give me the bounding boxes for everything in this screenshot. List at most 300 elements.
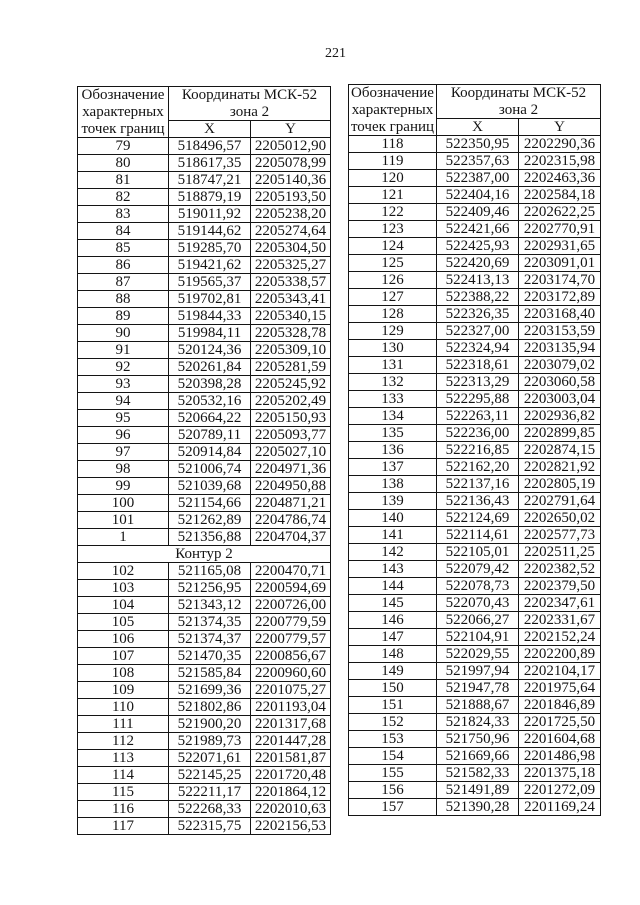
point-number-cell: 125 (349, 255, 437, 272)
y-coordinate-cell: 2201075,27 (251, 682, 331, 699)
table-row (78, 189, 331, 206)
point-number-cell: 102 (78, 563, 169, 580)
table-row (78, 240, 331, 257)
table-row (78, 818, 331, 835)
x-coordinate-cell: 522413,13 (437, 272, 519, 289)
point-designation-header (349, 85, 437, 136)
x-coordinate-cell: 522315,75 (169, 818, 251, 835)
point-number-cell: 152 (349, 714, 437, 731)
y-coordinate-cell: 2203168,40 (519, 306, 601, 323)
point-number-cell: 131 (349, 357, 437, 374)
x-coordinate-cell: 522211,17 (169, 784, 251, 801)
point-number-cell: 1 (78, 529, 169, 546)
table-row (78, 257, 331, 274)
point-number-cell: 110 (78, 699, 169, 716)
x-coordinate-cell: 520664,22 (169, 410, 251, 427)
table-row (78, 750, 331, 767)
x-coordinate-cell: 520398,28 (169, 376, 251, 393)
table-row (349, 476, 601, 493)
x-coordinate-cell: 522124,69 (437, 510, 519, 527)
y-coordinate-cell: 2205309,10 (251, 342, 331, 359)
point-number-cell: 100 (78, 495, 169, 512)
x-coordinate-cell: 521374,35 (169, 614, 251, 631)
point-number-cell: 109 (78, 682, 169, 699)
y-coordinate-cell: 2203174,70 (519, 272, 601, 289)
table-row (78, 291, 331, 308)
point-number-cell: 155 (349, 765, 437, 782)
x-coordinate-cell: 521356,88 (169, 529, 251, 546)
header-line: Обозначение (351, 85, 434, 101)
x-coordinate-cell: 518879,19 (169, 189, 251, 206)
y-coordinate-cell: 2205245,92 (251, 376, 331, 393)
y-coordinate-cell: 2200726,00 (251, 597, 331, 614)
point-number-cell: 94 (78, 393, 169, 410)
point-number-cell: 114 (78, 767, 169, 784)
table-row (349, 459, 601, 476)
header-line: Координаты МСК-52 (450, 85, 587, 101)
point-number-cell: 138 (349, 476, 437, 493)
point-number-cell: 105 (78, 614, 169, 631)
x-coordinate-cell: 522136,43 (437, 493, 519, 510)
point-number-cell: 154 (349, 748, 437, 765)
y-coordinate-cell: 2201317,68 (251, 716, 331, 733)
point-number-cell: 107 (78, 648, 169, 665)
table-row (349, 204, 601, 221)
y-coordinate-cell: 2202347,61 (519, 595, 601, 612)
point-number-cell: 85 (78, 240, 169, 257)
table-row (78, 801, 331, 818)
table-row (349, 221, 601, 238)
table-row (349, 323, 601, 340)
table-row (349, 510, 601, 527)
page-number: 221 (325, 46, 346, 61)
point-number-cell: 89 (78, 308, 169, 325)
point-number-cell: 116 (78, 801, 169, 818)
y-coordinate-cell: 2205093,77 (251, 427, 331, 444)
y-column-header: Y (251, 121, 331, 138)
y-coordinate-cell: 2201486,98 (519, 748, 601, 765)
y-coordinate-cell: 2205140,36 (251, 172, 331, 189)
point-number-cell: 124 (349, 238, 437, 255)
table-row (78, 274, 331, 291)
x-coordinate-cell: 519565,37 (169, 274, 251, 291)
x-coordinate-cell: 522357,63 (437, 153, 519, 170)
point-number-cell: 97 (78, 444, 169, 461)
table-row (78, 393, 331, 410)
x-coordinate-cell: 522078,73 (437, 578, 519, 595)
point-number-cell: 112 (78, 733, 169, 750)
x-coordinate-cell: 522420,69 (437, 255, 519, 272)
y-coordinate-cell: 2205338,57 (251, 274, 331, 291)
table-row (78, 580, 331, 597)
x-coordinate-cell: 522137,16 (437, 476, 519, 493)
y-coordinate-cell: 2202936,82 (519, 408, 601, 425)
y-coordinate-cell: 2202874,15 (519, 442, 601, 459)
coordinates-table-left (77, 86, 331, 835)
table-row (78, 563, 331, 580)
header-line: зона 2 (498, 102, 539, 118)
contour-row (78, 546, 331, 563)
point-number-cell: 92 (78, 359, 169, 376)
x-coordinate-cell: 522324,94 (437, 340, 519, 357)
x-coordinate-cell: 519844,33 (169, 308, 251, 325)
x-coordinate-cell: 522104,91 (437, 629, 519, 646)
y-coordinate-cell: 2205340,15 (251, 308, 331, 325)
y-coordinate-cell: 2204871,21 (251, 495, 331, 512)
point-number-cell: 98 (78, 461, 169, 478)
y-column-header: Y (519, 119, 601, 136)
x-coordinate-cell: 522421,66 (437, 221, 519, 238)
x-column-header: X (169, 121, 251, 138)
table-row (349, 153, 601, 170)
point-number-cell: 115 (78, 784, 169, 801)
table-row (349, 612, 601, 629)
table-row (349, 255, 601, 272)
point-designation-header (78, 87, 169, 138)
point-number-cell: 149 (349, 663, 437, 680)
axis-header-row (169, 121, 331, 138)
x-coordinate-cell: 521585,84 (169, 665, 251, 682)
x-coordinate-cell: 522162,20 (437, 459, 519, 476)
point-number-cell: 157 (349, 799, 437, 816)
y-coordinate-cell: 2202104,17 (519, 663, 601, 680)
point-number-cell: 146 (349, 612, 437, 629)
y-coordinate-cell: 2202650,02 (519, 510, 601, 527)
y-coordinate-cell: 2204704,37 (251, 529, 331, 546)
axis-header-row (437, 119, 601, 136)
table-row (78, 648, 331, 665)
table-body (78, 138, 331, 835)
x-coordinate-cell: 521582,33 (437, 765, 519, 782)
header-line: точек границ (81, 121, 165, 137)
table-row (78, 206, 331, 223)
x-coordinate-cell: 522295,88 (437, 391, 519, 408)
coordinate-system-header (169, 87, 331, 121)
x-coordinate-cell: 521824,33 (437, 714, 519, 731)
y-coordinate-cell: 2201193,04 (251, 699, 331, 716)
x-coordinate-cell: 520532,16 (169, 393, 251, 410)
y-coordinate-cell: 2201375,18 (519, 765, 601, 782)
y-coordinate-cell: 2202290,36 (519, 136, 601, 153)
point-number-cell: 135 (349, 425, 437, 442)
coordinates-header-group (437, 85, 601, 136)
point-number-cell: 123 (349, 221, 437, 238)
table-row (349, 391, 601, 408)
table-row (78, 138, 331, 155)
y-coordinate-cell: 2203060,58 (519, 374, 601, 391)
y-coordinate-cell: 2201846,89 (519, 697, 601, 714)
table-row (349, 799, 601, 816)
table-row (349, 408, 601, 425)
x-coordinate-cell: 519702,81 (169, 291, 251, 308)
x-coordinate-cell: 521256,95 (169, 580, 251, 597)
table-body (349, 136, 601, 816)
table-row (78, 308, 331, 325)
y-coordinate-cell: 2202805,19 (519, 476, 601, 493)
point-number-cell: 139 (349, 493, 437, 510)
y-coordinate-cell: 2202821,92 (519, 459, 601, 476)
point-number-cell: 121 (349, 187, 437, 204)
point-number-cell: 126 (349, 272, 437, 289)
x-coordinate-cell: 522145,25 (169, 767, 251, 784)
y-coordinate-cell: 2200960,60 (251, 665, 331, 682)
point-number-cell: 118 (349, 136, 437, 153)
point-number-cell: 80 (78, 155, 169, 172)
table-header (78, 87, 331, 138)
x-coordinate-cell: 521470,35 (169, 648, 251, 665)
y-coordinate-cell: 2202584,18 (519, 187, 601, 204)
x-coordinate-cell: 519144,62 (169, 223, 251, 240)
x-coordinate-cell: 522079,42 (437, 561, 519, 578)
contour-label: Контур 2 (78, 546, 331, 563)
y-coordinate-cell: 2205202,49 (251, 393, 331, 410)
point-number-cell: 93 (78, 376, 169, 393)
x-coordinate-cell: 522114,61 (437, 527, 519, 544)
table-row (349, 425, 601, 442)
y-coordinate-cell: 2205328,78 (251, 325, 331, 342)
point-number-cell: 144 (349, 578, 437, 595)
table-row (78, 699, 331, 716)
x-coordinate-cell: 522029,55 (437, 646, 519, 663)
point-number-cell: 90 (78, 325, 169, 342)
point-number-cell: 128 (349, 306, 437, 323)
x-coordinate-cell: 522425,93 (437, 238, 519, 255)
table-row (78, 359, 331, 376)
x-coordinate-cell: 522263,11 (437, 408, 519, 425)
x-coordinate-cell: 521947,78 (437, 680, 519, 697)
y-coordinate-cell: 2202770,91 (519, 221, 601, 238)
y-coordinate-cell: 2203079,02 (519, 357, 601, 374)
y-coordinate-cell: 2202511,25 (519, 544, 601, 561)
y-coordinate-cell: 2201975,64 (519, 680, 601, 697)
x-coordinate-cell: 519011,92 (169, 206, 251, 223)
y-coordinate-cell: 2203153,59 (519, 323, 601, 340)
y-coordinate-cell: 2202200,89 (519, 646, 601, 663)
y-coordinate-cell: 2203172,89 (519, 289, 601, 306)
point-number-cell: 151 (349, 697, 437, 714)
y-coordinate-cell: 2201604,68 (519, 731, 601, 748)
point-number-cell: 103 (78, 580, 169, 597)
y-coordinate-cell: 2200779,59 (251, 614, 331, 631)
x-coordinate-cell: 521343,12 (169, 597, 251, 614)
y-coordinate-cell: 2201447,28 (251, 733, 331, 750)
point-number-cell: 129 (349, 323, 437, 340)
point-number-cell: 117 (78, 818, 169, 835)
table-row (349, 748, 601, 765)
table-row (349, 306, 601, 323)
table-row (349, 595, 601, 612)
table-row (349, 493, 601, 510)
table-row (78, 444, 331, 461)
x-coordinate-cell: 522350,95 (437, 136, 519, 153)
table-row (78, 614, 331, 631)
y-coordinate-cell: 2205193,50 (251, 189, 331, 206)
x-coordinate-cell: 521997,94 (437, 663, 519, 680)
y-coordinate-cell: 2201864,12 (251, 784, 331, 801)
point-number-cell: 133 (349, 391, 437, 408)
point-number-cell: 108 (78, 665, 169, 682)
y-coordinate-cell: 2203135,94 (519, 340, 601, 357)
table-row (349, 663, 601, 680)
y-coordinate-cell: 2202315,98 (519, 153, 601, 170)
point-number-cell: 79 (78, 138, 169, 155)
y-coordinate-cell: 2202379,50 (519, 578, 601, 595)
y-coordinate-cell: 2201725,50 (519, 714, 601, 731)
table-row (349, 765, 601, 782)
table-row (349, 340, 601, 357)
table-row (349, 578, 601, 595)
x-coordinate-cell: 522327,00 (437, 323, 519, 340)
table-row (349, 136, 601, 153)
table-row (349, 629, 601, 646)
table-row (78, 495, 331, 512)
table-row (349, 731, 601, 748)
table-row (349, 238, 601, 255)
y-coordinate-cell: 2200470,71 (251, 563, 331, 580)
point-number-cell: 101 (78, 512, 169, 529)
x-coordinate-cell: 521039,68 (169, 478, 251, 495)
x-coordinate-cell: 521888,67 (437, 697, 519, 714)
point-number-cell: 156 (349, 782, 437, 799)
y-coordinate-cell: 2200856,67 (251, 648, 331, 665)
table-row (78, 784, 331, 801)
x-coordinate-cell: 520789,11 (169, 427, 251, 444)
x-coordinate-cell: 519285,70 (169, 240, 251, 257)
table-row (349, 170, 601, 187)
x-coordinate-cell: 522236,00 (437, 425, 519, 442)
y-coordinate-cell: 2202791,64 (519, 493, 601, 510)
point-number-cell: 142 (349, 544, 437, 561)
table-row (78, 155, 331, 172)
table-row (349, 714, 601, 731)
table-row (349, 374, 601, 391)
y-coordinate-cell: 2205281,59 (251, 359, 331, 376)
point-number-cell: 120 (349, 170, 437, 187)
point-number-cell: 141 (349, 527, 437, 544)
y-coordinate-cell: 2205078,99 (251, 155, 331, 172)
point-number-cell: 88 (78, 291, 169, 308)
table-row (78, 223, 331, 240)
y-coordinate-cell: 2205150,93 (251, 410, 331, 427)
table-row (349, 646, 601, 663)
header-line: зона 2 (229, 104, 270, 120)
table-row (349, 561, 601, 578)
y-coordinate-cell: 2201720,48 (251, 767, 331, 784)
x-coordinate-cell: 521900,20 (169, 716, 251, 733)
point-number-cell: 86 (78, 257, 169, 274)
point-number-cell: 113 (78, 750, 169, 767)
coordinate-system-header (437, 85, 601, 119)
y-coordinate-cell: 2202010,63 (251, 801, 331, 818)
point-number-cell: 111 (78, 716, 169, 733)
point-number-cell: 137 (349, 459, 437, 476)
y-coordinate-cell: 2201169,24 (519, 799, 601, 816)
point-number-cell: 84 (78, 223, 169, 240)
point-number-cell: 147 (349, 629, 437, 646)
x-coordinate-cell: 521699,36 (169, 682, 251, 699)
y-coordinate-cell: 2201272,09 (519, 782, 601, 799)
table-row (349, 680, 601, 697)
point-number-cell: 91 (78, 342, 169, 359)
x-column-header: X (437, 119, 519, 136)
x-coordinate-cell: 522070,43 (437, 595, 519, 612)
x-coordinate-cell: 521165,08 (169, 563, 251, 580)
header-line: характерных (82, 104, 164, 120)
x-coordinate-cell: 521491,89 (437, 782, 519, 799)
table-header (349, 85, 601, 136)
y-coordinate-cell: 2204786,74 (251, 512, 331, 529)
point-number-cell: 95 (78, 410, 169, 427)
x-coordinate-cell: 521989,73 (169, 733, 251, 750)
x-coordinate-cell: 522066,27 (437, 612, 519, 629)
x-coordinate-cell: 522404,16 (437, 187, 519, 204)
y-coordinate-cell: 2202577,73 (519, 527, 601, 544)
table-row (349, 272, 601, 289)
point-number-cell: 145 (349, 595, 437, 612)
table-row (78, 376, 331, 393)
table-row (349, 289, 601, 306)
y-coordinate-cell: 2202152,24 (519, 629, 601, 646)
coordinates-header-group (169, 87, 331, 138)
table-row (78, 172, 331, 189)
x-coordinate-cell: 522318,61 (437, 357, 519, 374)
point-number-cell: 153 (349, 731, 437, 748)
header-line: Координаты МСК-52 (181, 87, 318, 103)
x-coordinate-cell: 518617,35 (169, 155, 251, 172)
y-coordinate-cell: 2200779,57 (251, 631, 331, 648)
y-coordinate-cell: 2205274,64 (251, 223, 331, 240)
y-coordinate-cell: 2204950,88 (251, 478, 331, 495)
table-row (78, 631, 331, 648)
point-number-cell: 134 (349, 408, 437, 425)
table-row (349, 697, 601, 714)
table-row (78, 342, 331, 359)
y-coordinate-cell: 2202382,52 (519, 561, 601, 578)
table-row (78, 478, 331, 495)
table-row (78, 665, 331, 682)
point-number-cell: 83 (78, 206, 169, 223)
y-coordinate-cell: 2202899,85 (519, 425, 601, 442)
x-coordinate-cell: 521750,96 (437, 731, 519, 748)
x-coordinate-cell: 522071,61 (169, 750, 251, 767)
x-coordinate-cell: 521374,37 (169, 631, 251, 648)
y-coordinate-cell: 2203003,04 (519, 391, 601, 408)
table-row (349, 527, 601, 544)
table-row (78, 767, 331, 784)
x-coordinate-cell: 520124,36 (169, 342, 251, 359)
point-number-cell: 143 (349, 561, 437, 578)
header-line: точек границ (350, 119, 435, 135)
x-coordinate-cell: 522387,00 (437, 170, 519, 187)
point-number-cell: 136 (349, 442, 437, 459)
y-coordinate-cell: 2205325,27 (251, 257, 331, 274)
y-coordinate-cell: 2200594,69 (251, 580, 331, 597)
header-line: характерных (351, 102, 434, 118)
table-row (78, 733, 331, 750)
point-number-cell: 87 (78, 274, 169, 291)
table-row (78, 325, 331, 342)
y-coordinate-cell: 2203091,01 (519, 255, 601, 272)
table-row (78, 512, 331, 529)
x-coordinate-cell: 522268,33 (169, 801, 251, 818)
x-coordinate-cell: 522326,35 (437, 306, 519, 323)
table-row (78, 461, 331, 478)
x-coordinate-cell: 521802,86 (169, 699, 251, 716)
x-coordinate-cell: 522313,29 (437, 374, 519, 391)
table-row (349, 187, 601, 204)
header-line: Обозначение (81, 87, 165, 103)
x-coordinate-cell: 521154,66 (169, 495, 251, 512)
